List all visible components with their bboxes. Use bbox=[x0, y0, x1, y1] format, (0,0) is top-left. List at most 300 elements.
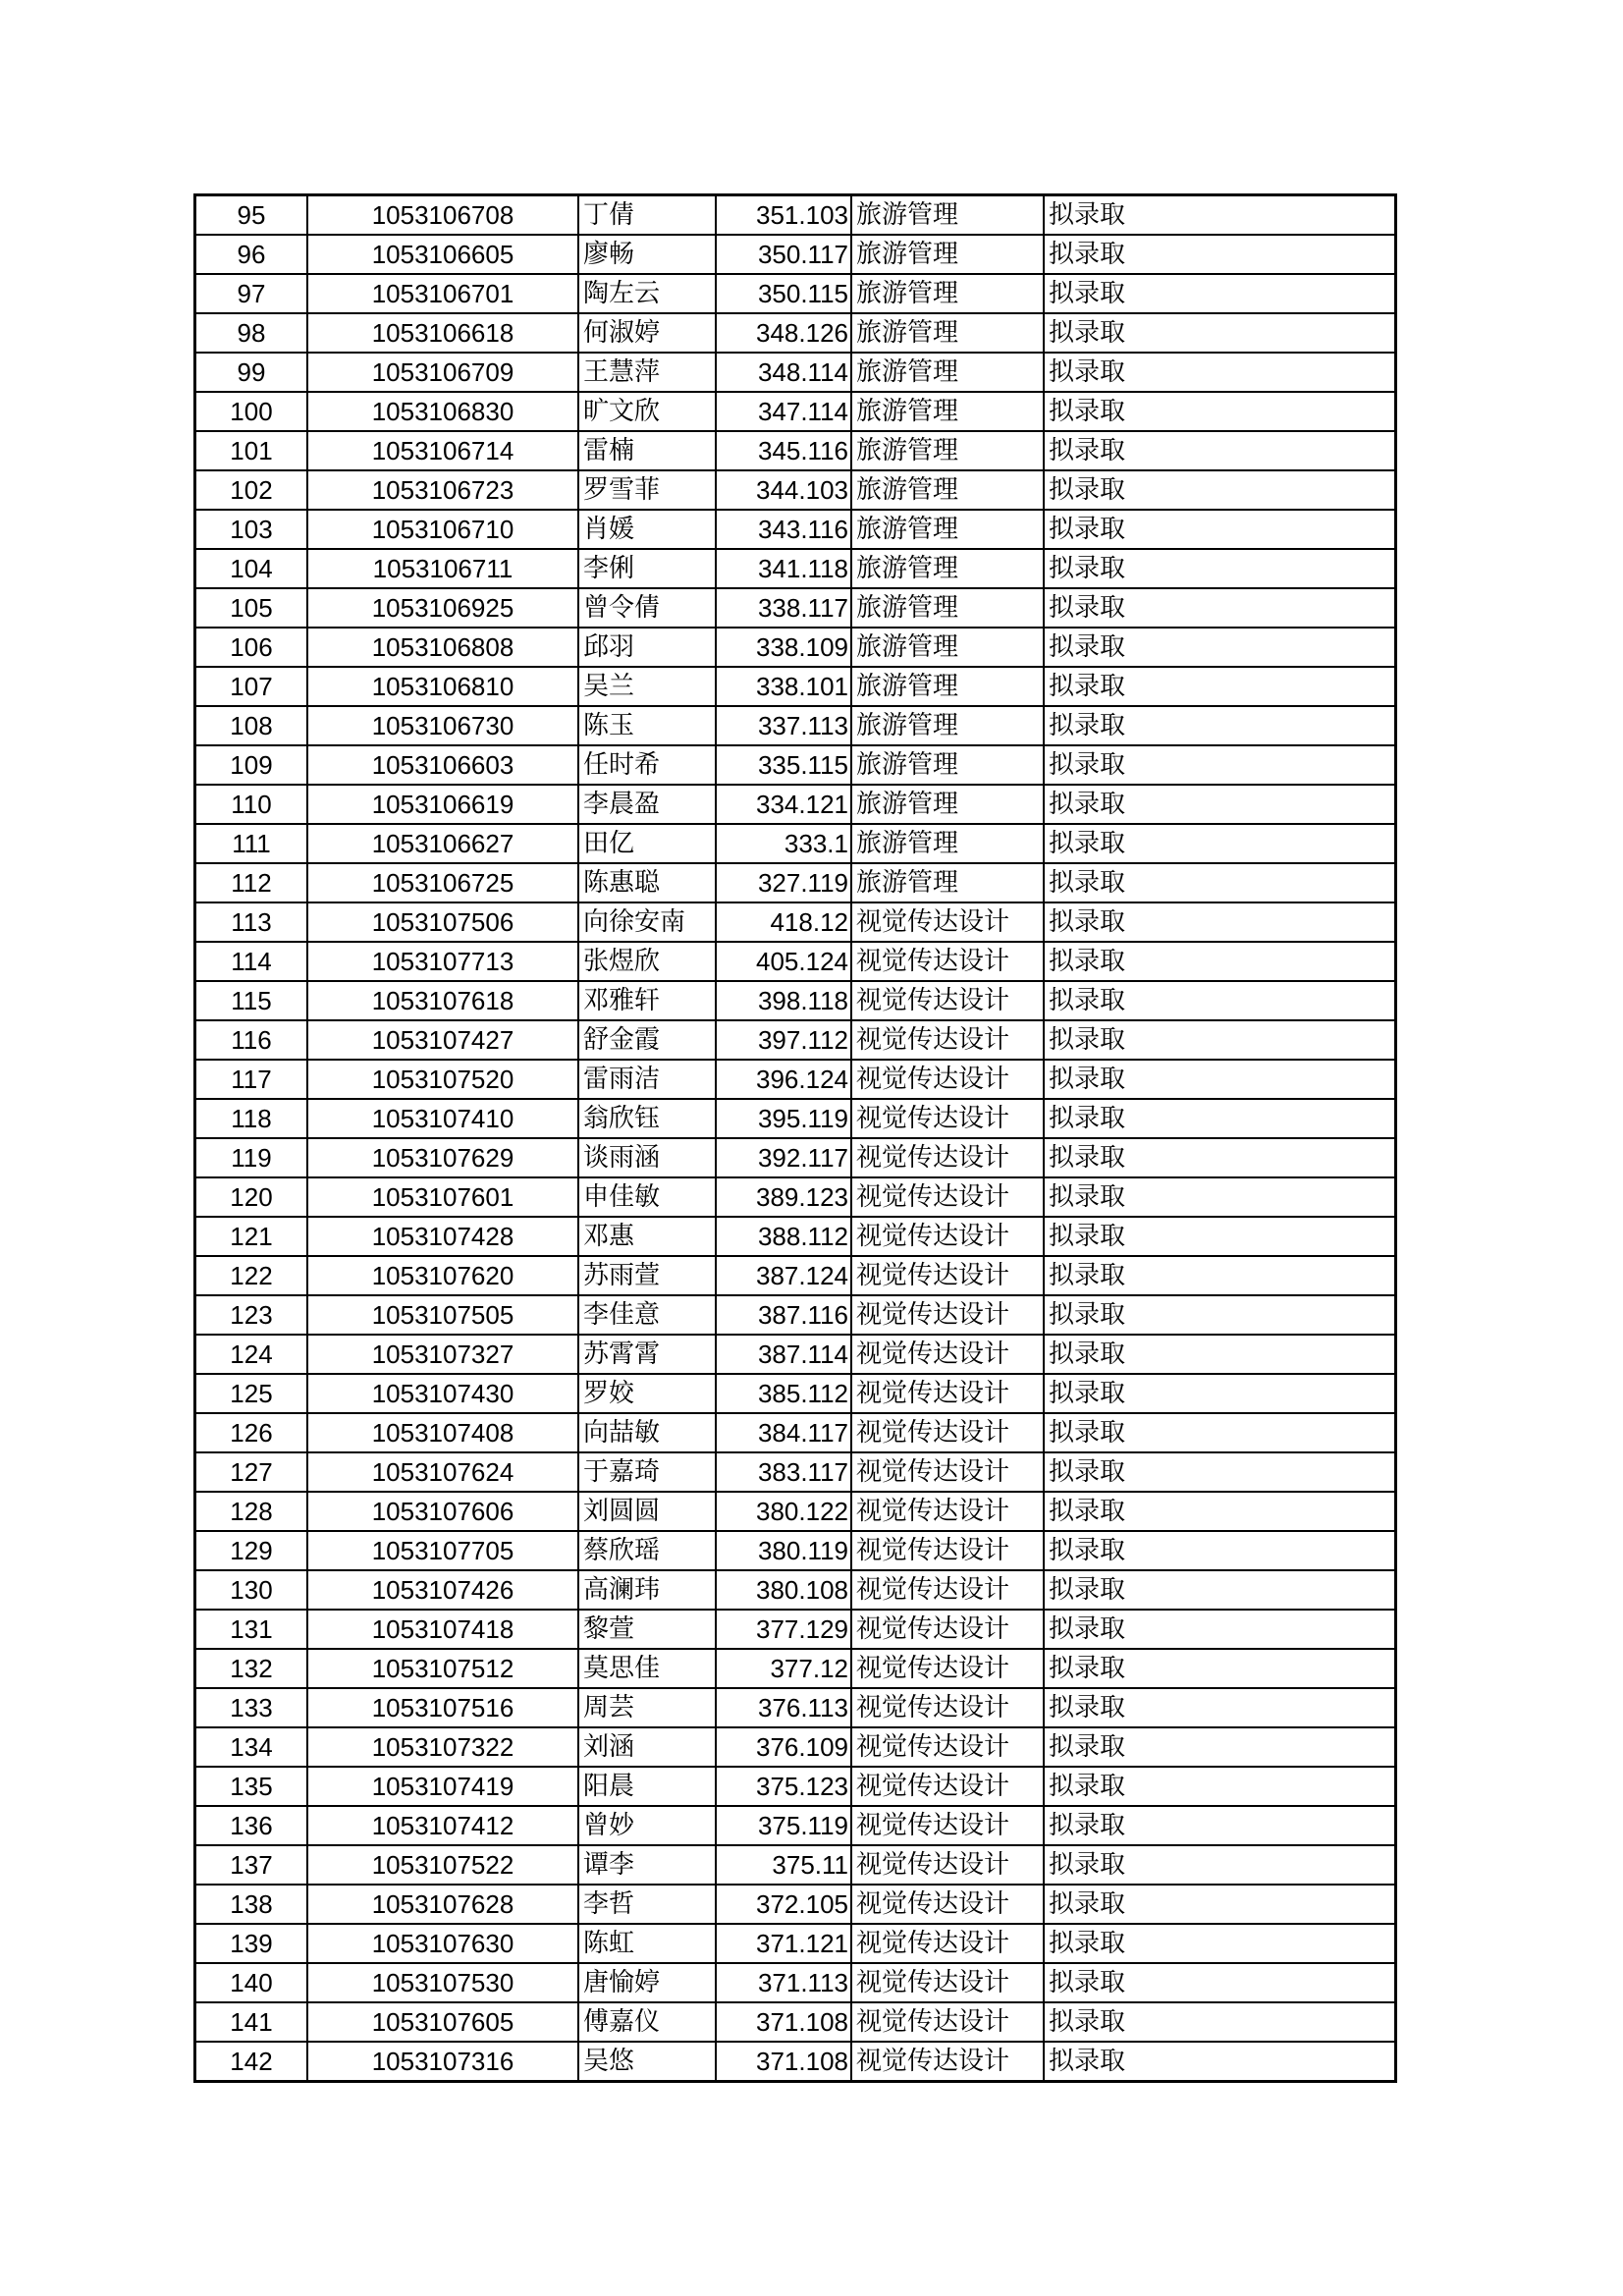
candidate-id-cell: 1053106709 bbox=[307, 353, 578, 392]
status-cell: 拟录取 bbox=[1044, 1806, 1396, 1845]
table-row bbox=[195, 1099, 1396, 1138]
candidate-id-cell: 1053107506 bbox=[307, 902, 578, 942]
table-row bbox=[195, 706, 1396, 745]
status-cell: 拟录取 bbox=[1044, 1060, 1396, 1099]
table-row bbox=[195, 1217, 1396, 1256]
status-cell: 拟录取 bbox=[1044, 1767, 1396, 1806]
score-cell: 376.113 bbox=[716, 1688, 851, 1727]
major-cell: 视觉传达设计 bbox=[851, 1845, 1044, 1885]
candidate-name-cell: 陈玉 bbox=[578, 706, 716, 745]
candidate-name-cell: 唐愉婷 bbox=[578, 1963, 716, 2002]
candidate-id-cell: 1053106603 bbox=[307, 745, 578, 785]
major-cell: 视觉传达设计 bbox=[851, 1413, 1044, 1452]
status-cell: 拟录取 bbox=[1044, 1452, 1396, 1492]
candidate-id-cell: 1053106619 bbox=[307, 785, 578, 824]
major-cell: 旅游管理 bbox=[851, 392, 1044, 431]
row-number-cell: 127 bbox=[195, 1452, 308, 1492]
table-row bbox=[195, 667, 1396, 706]
table-row bbox=[195, 1452, 1396, 1492]
major-cell: 视觉传达设计 bbox=[851, 1335, 1044, 1374]
status-cell: 拟录取 bbox=[1044, 1610, 1396, 1649]
candidate-id-cell: 1053106725 bbox=[307, 863, 578, 902]
major-cell: 旅游管理 bbox=[851, 274, 1044, 313]
candidate-name-cell: 刘涵 bbox=[578, 1727, 716, 1767]
major-cell: 旅游管理 bbox=[851, 313, 1044, 353]
status-cell: 拟录取 bbox=[1044, 863, 1396, 902]
status-cell: 拟录取 bbox=[1044, 510, 1396, 549]
row-number-cell: 103 bbox=[195, 510, 308, 549]
status-cell: 拟录取 bbox=[1044, 1295, 1396, 1335]
status-cell: 拟录取 bbox=[1044, 1845, 1396, 1885]
candidate-name-cell: 刘圆圆 bbox=[578, 1492, 716, 1531]
score-cell: 396.124 bbox=[716, 1060, 851, 1099]
status-cell: 拟录取 bbox=[1044, 1335, 1396, 1374]
candidate-id-cell: 1053107419 bbox=[307, 1767, 578, 1806]
major-cell: 视觉传达设计 bbox=[851, 2002, 1044, 2042]
status-cell: 拟录取 bbox=[1044, 1374, 1396, 1413]
score-cell: 388.112 bbox=[716, 1217, 851, 1256]
major-cell: 视觉传达设计 bbox=[851, 1767, 1044, 1806]
candidate-name-cell: 李晨盈 bbox=[578, 785, 716, 824]
table-row bbox=[195, 1727, 1396, 1767]
score-cell: 343.116 bbox=[716, 510, 851, 549]
admission-table-body bbox=[195, 195, 1396, 2082]
candidate-id-cell: 1053106627 bbox=[307, 824, 578, 863]
score-cell: 338.117 bbox=[716, 588, 851, 628]
table-row bbox=[195, 1806, 1396, 1845]
candidate-name-cell: 谈雨涵 bbox=[578, 1138, 716, 1177]
candidate-name-cell: 向喆敏 bbox=[578, 1413, 716, 1452]
major-cell: 视觉传达设计 bbox=[851, 1924, 1044, 1963]
candidate-name-cell: 曾令倩 bbox=[578, 588, 716, 628]
score-cell: 344.103 bbox=[716, 470, 851, 510]
status-cell: 拟录取 bbox=[1044, 313, 1396, 353]
table-row bbox=[195, 353, 1396, 392]
major-cell: 视觉传达设计 bbox=[851, 1256, 1044, 1295]
major-cell: 旅游管理 bbox=[851, 549, 1044, 588]
candidate-name-cell: 莫思佳 bbox=[578, 1649, 716, 1688]
status-cell: 拟录取 bbox=[1044, 667, 1396, 706]
candidate-name-cell: 翁欣钰 bbox=[578, 1099, 716, 1138]
status-cell: 拟录取 bbox=[1044, 902, 1396, 942]
status-cell: 拟录取 bbox=[1044, 1099, 1396, 1138]
candidate-id-cell: 1053107618 bbox=[307, 981, 578, 1020]
row-number-cell: 118 bbox=[195, 1099, 308, 1138]
table-row bbox=[195, 1020, 1396, 1060]
table-row bbox=[195, 313, 1396, 353]
row-number-cell: 108 bbox=[195, 706, 308, 745]
candidate-id-cell: 1053107408 bbox=[307, 1413, 578, 1452]
score-cell: 338.101 bbox=[716, 667, 851, 706]
row-number-cell: 109 bbox=[195, 745, 308, 785]
candidate-id-cell: 1053107410 bbox=[307, 1099, 578, 1138]
score-cell: 372.105 bbox=[716, 1885, 851, 1924]
candidate-id-cell: 1053106808 bbox=[307, 628, 578, 667]
row-number-cell: 122 bbox=[195, 1256, 308, 1295]
candidate-id-cell: 1053107520 bbox=[307, 1060, 578, 1099]
table-row bbox=[195, 1335, 1396, 1374]
table-row bbox=[195, 981, 1396, 1020]
candidate-id-cell: 1053107512 bbox=[307, 1649, 578, 1688]
major-cell: 旅游管理 bbox=[851, 628, 1044, 667]
candidate-name-cell: 田亿 bbox=[578, 824, 716, 863]
status-cell: 拟录取 bbox=[1044, 745, 1396, 785]
candidate-name-cell: 周芸 bbox=[578, 1688, 716, 1727]
major-cell: 旅游管理 bbox=[851, 824, 1044, 863]
major-cell: 旅游管理 bbox=[851, 510, 1044, 549]
status-cell: 拟录取 bbox=[1044, 392, 1396, 431]
score-cell: 384.117 bbox=[716, 1413, 851, 1452]
status-cell: 拟录取 bbox=[1044, 274, 1396, 313]
row-number-cell: 139 bbox=[195, 1924, 308, 1963]
major-cell: 视觉传达设计 bbox=[851, 1885, 1044, 1924]
candidate-name-cell: 苏霄霄 bbox=[578, 1335, 716, 1374]
row-number-cell: 100 bbox=[195, 392, 308, 431]
status-cell: 拟录取 bbox=[1044, 824, 1396, 863]
table-row bbox=[195, 1531, 1396, 1570]
table-row bbox=[195, 392, 1396, 431]
row-number-cell: 112 bbox=[195, 863, 308, 902]
table-row bbox=[195, 1845, 1396, 1885]
score-cell: 375.119 bbox=[716, 1806, 851, 1845]
major-cell: 旅游管理 bbox=[851, 235, 1044, 274]
candidate-id-cell: 1053107505 bbox=[307, 1295, 578, 1335]
candidate-id-cell: 1053107601 bbox=[307, 1177, 578, 1217]
table-row bbox=[195, 1492, 1396, 1531]
table-row bbox=[195, 1924, 1396, 1963]
table-row bbox=[195, 235, 1396, 274]
table-row bbox=[195, 1649, 1396, 1688]
major-cell: 视觉传达设计 bbox=[851, 1295, 1044, 1335]
candidate-id-cell: 1053107522 bbox=[307, 1845, 578, 1885]
row-number-cell: 104 bbox=[195, 549, 308, 588]
table-row bbox=[195, 1138, 1396, 1177]
candidate-id-cell: 1053107713 bbox=[307, 942, 578, 981]
candidate-name-cell: 邓惠 bbox=[578, 1217, 716, 1256]
score-cell: 347.114 bbox=[716, 392, 851, 431]
score-cell: 350.115 bbox=[716, 274, 851, 313]
candidate-name-cell: 邱羽 bbox=[578, 628, 716, 667]
table-row bbox=[195, 2042, 1396, 2082]
table-row bbox=[195, 1570, 1396, 1610]
candidate-id-cell: 1053107605 bbox=[307, 2002, 578, 2042]
row-number-cell: 110 bbox=[195, 785, 308, 824]
major-cell: 视觉传达设计 bbox=[851, 1138, 1044, 1177]
row-number-cell: 134 bbox=[195, 1727, 308, 1767]
status-cell: 拟录取 bbox=[1044, 1727, 1396, 1767]
row-number-cell: 121 bbox=[195, 1217, 308, 1256]
major-cell: 视觉传达设计 bbox=[851, 1217, 1044, 1256]
status-cell: 拟录取 bbox=[1044, 1217, 1396, 1256]
status-cell: 拟录取 bbox=[1044, 706, 1396, 745]
status-cell: 拟录取 bbox=[1044, 195, 1396, 236]
major-cell: 视觉传达设计 bbox=[851, 1492, 1044, 1531]
score-cell: 377.129 bbox=[716, 1610, 851, 1649]
row-number-cell: 97 bbox=[195, 274, 308, 313]
table-row bbox=[195, 1060, 1396, 1099]
row-number-cell: 96 bbox=[195, 235, 308, 274]
candidate-id-cell: 1053107427 bbox=[307, 1020, 578, 1060]
status-cell: 拟录取 bbox=[1044, 1570, 1396, 1610]
row-number-cell: 141 bbox=[195, 2002, 308, 2042]
candidate-id-cell: 1053106618 bbox=[307, 313, 578, 353]
table-row bbox=[195, 2002, 1396, 2042]
row-number-cell: 142 bbox=[195, 2042, 308, 2082]
row-number-cell: 105 bbox=[195, 588, 308, 628]
status-cell: 拟录取 bbox=[1044, 981, 1396, 1020]
major-cell: 视觉传达设计 bbox=[851, 942, 1044, 981]
row-number-cell: 102 bbox=[195, 470, 308, 510]
major-cell: 旅游管理 bbox=[851, 353, 1044, 392]
row-number-cell: 131 bbox=[195, 1610, 308, 1649]
table-row bbox=[195, 1767, 1396, 1806]
table-row bbox=[195, 785, 1396, 824]
table-row bbox=[195, 745, 1396, 785]
status-cell: 拟录取 bbox=[1044, 235, 1396, 274]
status-cell: 拟录取 bbox=[1044, 1138, 1396, 1177]
candidate-id-cell: 1053107428 bbox=[307, 1217, 578, 1256]
candidate-id-cell: 1053106708 bbox=[307, 195, 578, 236]
candidate-name-cell: 阳晨 bbox=[578, 1767, 716, 1806]
candidate-id-cell: 1053106714 bbox=[307, 431, 578, 470]
major-cell: 视觉传达设计 bbox=[851, 2042, 1044, 2082]
candidate-id-cell: 1053107629 bbox=[307, 1138, 578, 1177]
candidate-id-cell: 1053107322 bbox=[307, 1727, 578, 1767]
major-cell: 视觉传达设计 bbox=[851, 902, 1044, 942]
major-cell: 视觉传达设计 bbox=[851, 1177, 1044, 1217]
candidate-name-cell: 肖媛 bbox=[578, 510, 716, 549]
table-row bbox=[195, 902, 1396, 942]
major-cell: 视觉传达设计 bbox=[851, 1649, 1044, 1688]
score-cell: 377.12 bbox=[716, 1649, 851, 1688]
score-cell: 371.108 bbox=[716, 2042, 851, 2082]
major-cell: 视觉传达设计 bbox=[851, 1727, 1044, 1767]
candidate-name-cell: 蔡欣瑶 bbox=[578, 1531, 716, 1570]
candidate-id-cell: 1053106730 bbox=[307, 706, 578, 745]
score-cell: 338.109 bbox=[716, 628, 851, 667]
candidate-name-cell: 张煜欣 bbox=[578, 942, 716, 981]
status-cell: 拟录取 bbox=[1044, 470, 1396, 510]
major-cell: 视觉传达设计 bbox=[851, 1963, 1044, 2002]
row-number-cell: 119 bbox=[195, 1138, 308, 1177]
major-cell: 旅游管理 bbox=[851, 195, 1044, 236]
score-cell: 351.103 bbox=[716, 195, 851, 236]
status-cell: 拟录取 bbox=[1044, 2042, 1396, 2082]
score-cell: 392.117 bbox=[716, 1138, 851, 1177]
major-cell: 视觉传达设计 bbox=[851, 1020, 1044, 1060]
score-cell: 337.113 bbox=[716, 706, 851, 745]
status-cell: 拟录取 bbox=[1044, 785, 1396, 824]
candidate-name-cell: 于嘉琦 bbox=[578, 1452, 716, 1492]
candidate-name-cell: 丁倩 bbox=[578, 195, 716, 236]
score-cell: 375.11 bbox=[716, 1845, 851, 1885]
row-number-cell: 126 bbox=[195, 1413, 308, 1452]
table-row bbox=[195, 942, 1396, 981]
major-cell: 旅游管理 bbox=[851, 431, 1044, 470]
status-cell: 拟录取 bbox=[1044, 1649, 1396, 1688]
candidate-id-cell: 1053107620 bbox=[307, 1256, 578, 1295]
table-row bbox=[195, 824, 1396, 863]
candidate-id-cell: 1053106711 bbox=[307, 549, 578, 588]
candidate-name-cell: 罗雪菲 bbox=[578, 470, 716, 510]
row-number-cell: 107 bbox=[195, 667, 308, 706]
row-number-cell: 136 bbox=[195, 1806, 308, 1845]
candidate-name-cell: 何淑婷 bbox=[578, 313, 716, 353]
row-number-cell: 123 bbox=[195, 1295, 308, 1335]
candidate-id-cell: 1053107426 bbox=[307, 1570, 578, 1610]
candidate-name-cell: 陈虹 bbox=[578, 1924, 716, 1963]
status-cell: 拟录取 bbox=[1044, 1885, 1396, 1924]
major-cell: 视觉传达设计 bbox=[851, 981, 1044, 1020]
status-cell: 拟录取 bbox=[1044, 588, 1396, 628]
candidate-name-cell: 旷文欣 bbox=[578, 392, 716, 431]
major-cell: 视觉传达设计 bbox=[851, 1060, 1044, 1099]
candidate-name-cell: 李俐 bbox=[578, 549, 716, 588]
row-number-cell: 133 bbox=[195, 1688, 308, 1727]
score-cell: 389.123 bbox=[716, 1177, 851, 1217]
candidate-name-cell: 王慧萍 bbox=[578, 353, 716, 392]
candidate-id-cell: 1053107316 bbox=[307, 2042, 578, 2082]
major-cell: 视觉传达设计 bbox=[851, 1452, 1044, 1492]
table-row bbox=[195, 1177, 1396, 1217]
candidate-name-cell: 李佳意 bbox=[578, 1295, 716, 1335]
status-cell: 拟录取 bbox=[1044, 2002, 1396, 2042]
candidate-name-cell: 吴悠 bbox=[578, 2042, 716, 2082]
status-cell: 拟录取 bbox=[1044, 1492, 1396, 1531]
major-cell: 旅游管理 bbox=[851, 863, 1044, 902]
score-cell: 387.114 bbox=[716, 1335, 851, 1374]
major-cell: 视觉传达设计 bbox=[851, 1570, 1044, 1610]
candidate-id-cell: 1053107624 bbox=[307, 1452, 578, 1492]
status-cell: 拟录取 bbox=[1044, 549, 1396, 588]
major-cell: 旅游管理 bbox=[851, 470, 1044, 510]
status-cell: 拟录取 bbox=[1044, 1688, 1396, 1727]
status-cell: 拟录取 bbox=[1044, 1177, 1396, 1217]
row-number-cell: 99 bbox=[195, 353, 308, 392]
candidate-id-cell: 1053107430 bbox=[307, 1374, 578, 1413]
status-cell: 拟录取 bbox=[1044, 1924, 1396, 1963]
candidate-id-cell: 1053106605 bbox=[307, 235, 578, 274]
candidate-name-cell: 苏雨萱 bbox=[578, 1256, 716, 1295]
candidate-id-cell: 1053106830 bbox=[307, 392, 578, 431]
candidate-name-cell: 黎萱 bbox=[578, 1610, 716, 1649]
candidate-id-cell: 1053107530 bbox=[307, 1963, 578, 2002]
row-number-cell: 138 bbox=[195, 1885, 308, 1924]
major-cell: 旅游管理 bbox=[851, 588, 1044, 628]
table-row bbox=[195, 628, 1396, 667]
table-row bbox=[195, 195, 1396, 236]
candidate-id-cell: 1053106701 bbox=[307, 274, 578, 313]
candidate-name-cell: 谭李 bbox=[578, 1845, 716, 1885]
admission-table bbox=[193, 193, 1397, 2083]
status-cell: 拟录取 bbox=[1044, 942, 1396, 981]
major-cell: 旅游管理 bbox=[851, 785, 1044, 824]
major-cell: 视觉传达设计 bbox=[851, 1688, 1044, 1727]
major-cell: 视觉传达设计 bbox=[851, 1374, 1044, 1413]
score-cell: 383.117 bbox=[716, 1452, 851, 1492]
score-cell: 371.113 bbox=[716, 1963, 851, 2002]
score-cell: 376.109 bbox=[716, 1727, 851, 1767]
candidate-name-cell: 罗姣 bbox=[578, 1374, 716, 1413]
candidate-id-cell: 1053107628 bbox=[307, 1885, 578, 1924]
row-number-cell: 116 bbox=[195, 1020, 308, 1060]
candidate-name-cell: 傅嘉仪 bbox=[578, 2002, 716, 2042]
score-cell: 418.12 bbox=[716, 902, 851, 942]
score-cell: 348.126 bbox=[716, 313, 851, 353]
row-number-cell: 106 bbox=[195, 628, 308, 667]
major-cell: 视觉传达设计 bbox=[851, 1610, 1044, 1649]
score-cell: 341.118 bbox=[716, 549, 851, 588]
row-number-cell: 115 bbox=[195, 981, 308, 1020]
candidate-id-cell: 1053107516 bbox=[307, 1688, 578, 1727]
candidate-name-cell: 邓雅轩 bbox=[578, 981, 716, 1020]
candidate-name-cell: 高澜玮 bbox=[578, 1570, 716, 1610]
status-cell: 拟录取 bbox=[1044, 353, 1396, 392]
candidate-id-cell: 1053107327 bbox=[307, 1335, 578, 1374]
row-number-cell: 101 bbox=[195, 431, 308, 470]
table-row bbox=[195, 549, 1396, 588]
score-cell: 371.108 bbox=[716, 2002, 851, 2042]
table-row bbox=[195, 1374, 1396, 1413]
candidate-id-cell: 1053107606 bbox=[307, 1492, 578, 1531]
candidate-id-cell: 1053106723 bbox=[307, 470, 578, 510]
row-number-cell: 125 bbox=[195, 1374, 308, 1413]
candidate-name-cell: 向徐安南 bbox=[578, 902, 716, 942]
status-cell: 拟录取 bbox=[1044, 1531, 1396, 1570]
score-cell: 385.112 bbox=[716, 1374, 851, 1413]
score-cell: 333.1 bbox=[716, 824, 851, 863]
row-number-cell: 135 bbox=[195, 1767, 308, 1806]
candidate-name-cell: 陶左云 bbox=[578, 274, 716, 313]
row-number-cell: 114 bbox=[195, 942, 308, 981]
major-cell: 视觉传达设计 bbox=[851, 1531, 1044, 1570]
candidate-name-cell: 吴兰 bbox=[578, 667, 716, 706]
row-number-cell: 130 bbox=[195, 1570, 308, 1610]
score-cell: 375.123 bbox=[716, 1767, 851, 1806]
candidate-name-cell: 陈惠聪 bbox=[578, 863, 716, 902]
row-number-cell: 140 bbox=[195, 1963, 308, 2002]
score-cell: 327.119 bbox=[716, 863, 851, 902]
score-cell: 345.116 bbox=[716, 431, 851, 470]
table-row bbox=[195, 1963, 1396, 2002]
table-row bbox=[195, 1688, 1396, 1727]
candidate-id-cell: 1053106810 bbox=[307, 667, 578, 706]
candidate-name-cell: 廖畅 bbox=[578, 235, 716, 274]
score-cell: 387.116 bbox=[716, 1295, 851, 1335]
score-cell: 380.122 bbox=[716, 1492, 851, 1531]
major-cell: 视觉传达设计 bbox=[851, 1099, 1044, 1138]
candidate-id-cell: 1053107630 bbox=[307, 1924, 578, 1963]
candidate-name-cell: 李哲 bbox=[578, 1885, 716, 1924]
table-row bbox=[195, 588, 1396, 628]
status-cell: 拟录取 bbox=[1044, 431, 1396, 470]
table-row bbox=[195, 431, 1396, 470]
score-cell: 334.121 bbox=[716, 785, 851, 824]
row-number-cell: 137 bbox=[195, 1845, 308, 1885]
score-cell: 387.124 bbox=[716, 1256, 851, 1295]
candidate-name-cell: 雷楠 bbox=[578, 431, 716, 470]
row-number-cell: 98 bbox=[195, 313, 308, 353]
candidate-id-cell: 1053106710 bbox=[307, 510, 578, 549]
score-cell: 380.108 bbox=[716, 1570, 851, 1610]
row-number-cell: 124 bbox=[195, 1335, 308, 1374]
row-number-cell: 95 bbox=[195, 195, 308, 236]
major-cell: 旅游管理 bbox=[851, 667, 1044, 706]
score-cell: 395.119 bbox=[716, 1099, 851, 1138]
table-row bbox=[195, 1885, 1396, 1924]
candidate-id-cell: 1053107412 bbox=[307, 1806, 578, 1845]
row-number-cell: 132 bbox=[195, 1649, 308, 1688]
